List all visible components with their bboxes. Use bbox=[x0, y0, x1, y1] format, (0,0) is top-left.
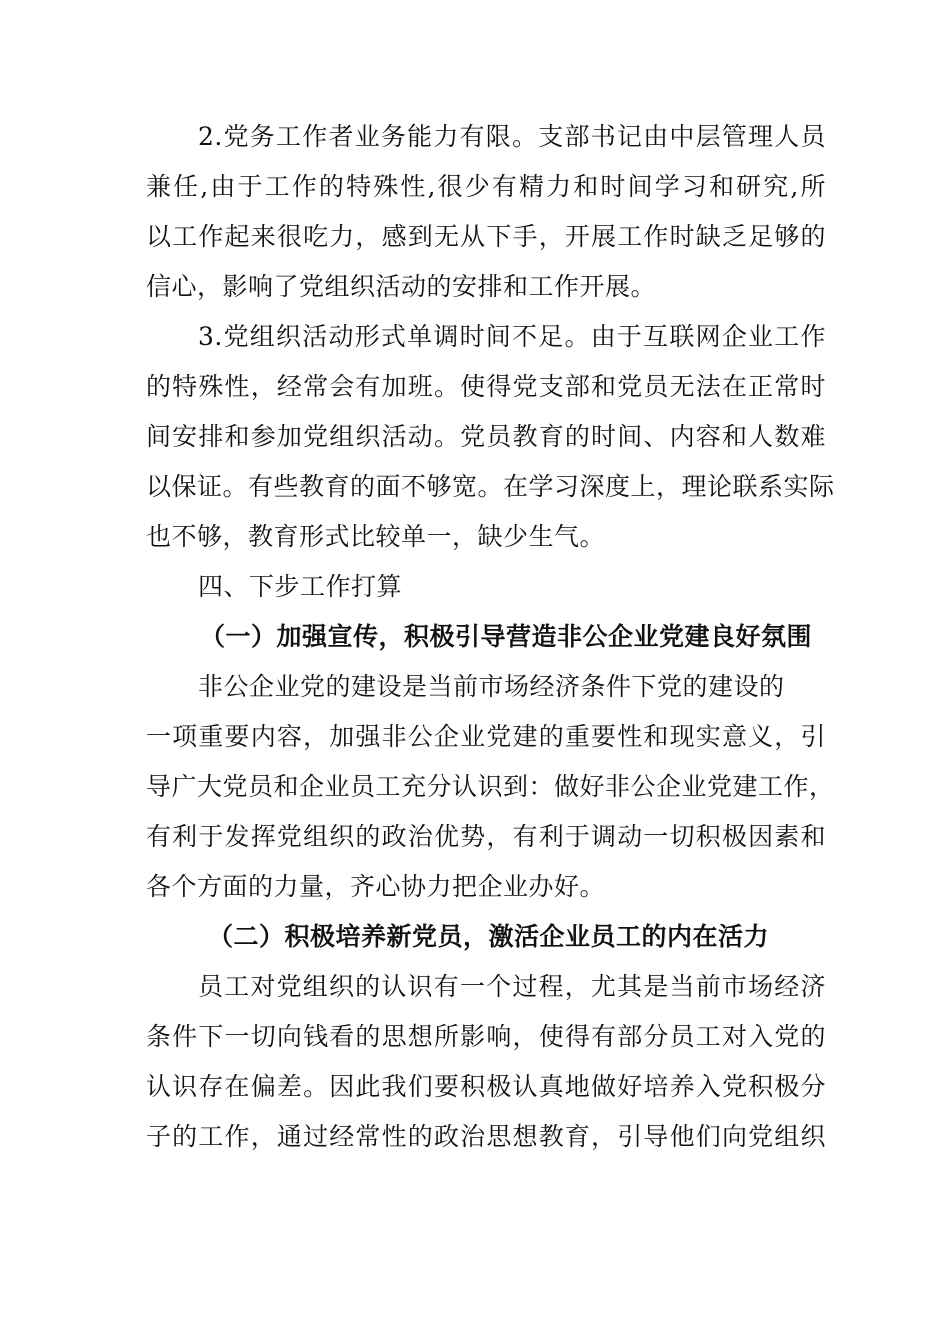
paragraph-line: 的特殊性，经常会有加班。使得党支部和党员无法在正常时 bbox=[146, 372, 826, 401]
subsection-heading: （一）加强宣传，积极引导营造非公企业党建良好氛围 bbox=[200, 622, 813, 651]
paragraph-line: 间安排和参加党组织活动。党员教育的时间、内容和人数难 bbox=[146, 422, 826, 451]
document-page bbox=[146, 112, 835, 1162]
paragraph-line: 员工对党组织的认识有一个过程，尤其是当前市场经济 bbox=[198, 972, 826, 1001]
paragraph-line: 兼任,由于工作的特殊性,很少有精力和时间学习和研究,所 bbox=[146, 172, 826, 201]
paragraph-line: 子的工作，通过经常性的政治思想教育，引导他们向党组织 bbox=[146, 1122, 826, 1151]
paragraph-line: 导广大党员和企业员工充分认识到：做好非公企业党建工作， bbox=[146, 772, 835, 801]
paragraph-line: 有利于发挥党组织的政治优势，有利于调动一切积极因素和 bbox=[146, 822, 826, 851]
paragraph-line: 非公企业党的建设是当前市场经济条件下党的建设的 bbox=[198, 672, 785, 701]
paragraph-line: 认识存在偏差。因此我们要积极认真地做好培养入党积极分 bbox=[146, 1072, 826, 1101]
paragraph-line: 3.党组织活动形式单调时间不足。由于互联网企业工作 bbox=[198, 322, 826, 351]
paragraph-line: 也不够，教育形式比较单一，缺少生气。 bbox=[146, 522, 606, 551]
paragraph-line: 以保证。有些教育的面不够宽。在学习深度上，理论联系实际 bbox=[146, 472, 835, 501]
subsection-heading: （二）积极培养新党员，激活企业员工的内在活力 bbox=[208, 922, 770, 951]
paragraph-line: 2.党务工作者业务能力有限。支部书记由中层管理人员 bbox=[198, 122, 826, 151]
paragraph-line: 一项重要内容，加强非公企业党建的重要性和现实意义，引 bbox=[146, 722, 826, 751]
paragraph-line: 以工作起来很吃力，感到无从下手，开展工作时缺乏足够的 bbox=[146, 222, 826, 251]
paragraph-line: 条件下一切向钱看的思想所影响，使得有部分员工对入党的 bbox=[146, 1022, 826, 1051]
paragraph-line: 各个方面的力量，齐心协力把企业办好。 bbox=[146, 872, 606, 901]
section-heading: 四、下步工作打算 bbox=[198, 572, 403, 601]
paragraph-line: 信心，影响了党组织活动的安排和工作开展。 bbox=[146, 272, 657, 301]
